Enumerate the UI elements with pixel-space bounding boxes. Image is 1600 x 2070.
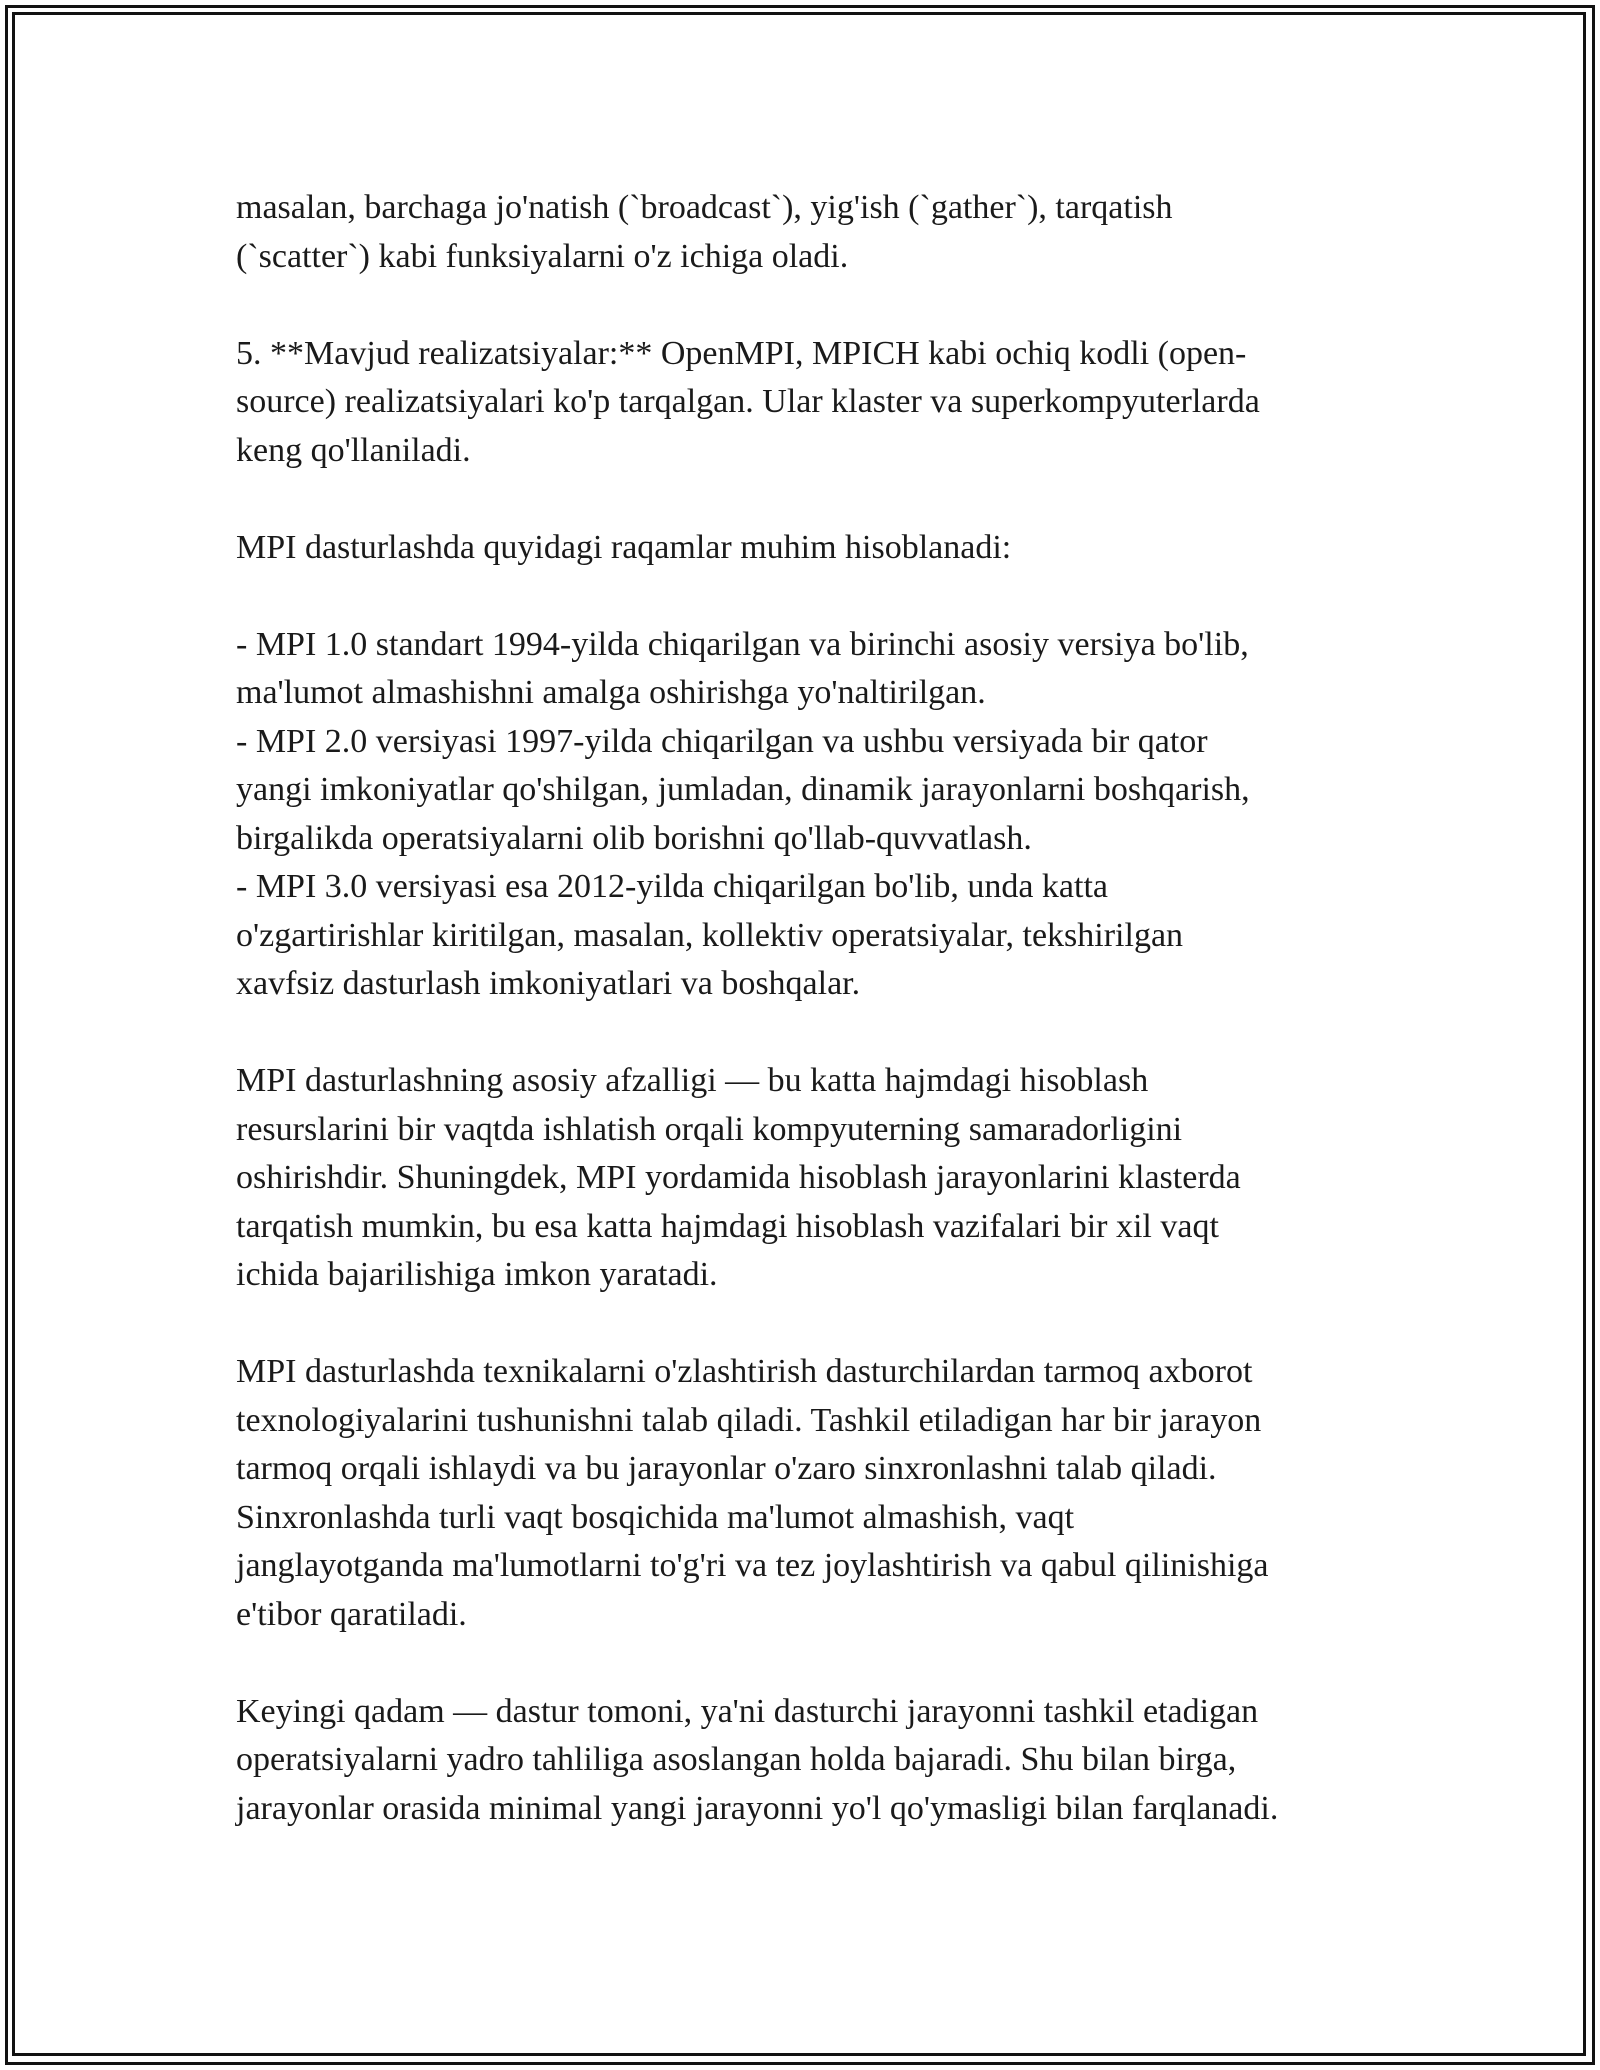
text-line: tarqatish mumkin, bu esa katta hajmdagi hisoblash vazifalari bir xil vaqt [236,1207,1219,1245]
paragraph-broadcast-functions [236,184,1376,281]
text-line: janglayotganda ma'lumotlarni to'g'ri va tez joylashtirish va qabul qilinishiga [236,1547,1269,1584]
text-line: source) realizatsiyalari ko'p tarqalgan. Ular klaster va superkompyuterlarda [236,383,1260,420]
text-line: xavfsiz dasturlash imkoniyatlari va boshqalar. [236,965,861,1002]
text-line: e'tibor qaratiladi. [236,1595,467,1633]
paragraph-synchronization [236,1348,1376,1639]
text-line: MPI dasturlashning asosiy afzalligi — bu katta hajmdagi hisoblash [236,1062,1149,1099]
paragraph-implementations [236,330,1376,476]
text-line: operatsiyalarni yadro tahliliga asoslangan holda bajaradi. Shu bilan birga, [236,1741,1237,1778]
text-line: birgalikda operatsiyalarni olib borishni qo'llab-quvvatlash. [236,819,1032,857]
text-line: oshirishdir. Shuningdek, MPI yordamida hisoblash jarayonlarini klasterda [236,1159,1241,1196]
text-line: masalan, barchaga jo'natish (`broadcast`), yig'ish (`gather`), tarqatish [236,189,1173,226]
paragraph-mpi-versions-list [236,621,1376,1009]
text-line: MPI dasturlashda quyidagi raqamlar muhim hisoblanadi: [236,528,1012,566]
document-body [236,184,1376,1882]
text-line: ichida bajarilishiga imkon yaratadi. [236,1256,718,1293]
paragraph-important-numbers-intro [236,524,1376,573]
paragraph-next-step [236,1688,1376,1834]
text-line: ma'lumot almashishni amalga oshirishga yo'naltirilgan. [236,674,986,711]
list-item-mpi-3: - MPI 3.0 versiyasi esa 2012-yilda chiqarilgan bo'lib, unda katta [236,868,1108,905]
text-line: (`scatter`) kabi funksiyalarni o'z ichiga oladi. [236,237,849,275]
text-line: texnologiyalarini tushunishni talab qiladi. Tashkil etiladigan har bir jarayon [236,1401,1262,1439]
text-line: Sinxronlashda turli vaqt bosqichida ma'lumot almashish, vaqt [236,1498,1075,1536]
text-line: jarayonlar orasida minimal yangi jarayonni yo'l qo'ymasligi bilan farqlanadi. [236,1789,1279,1827]
text-line: Keyingi qadam — dastur tomoni, ya'ni dasturchi jarayonni tashkil etadigan [236,1692,1259,1730]
text-line: MPI dasturlashda texnikalarni o'zlashtirish dasturchilardan tarmoq axborot [236,1353,1253,1390]
text-line: 5. **Mavjud realizatsiyalar:** OpenMPI, MPICH kabi ochiq kodli (open- [236,334,1247,372]
text-line: resurslarini bir vaqtda ishlatish orqali kompyuterning samaradorligini [236,1110,1183,1148]
text-line: o'zgartirishlar kiritilgan, masalan, kollektiv operatsiyalar, tekshirilgan [236,916,1184,954]
paragraph-advantages [236,1057,1376,1300]
text-line: keng qo'llaniladi. [236,431,471,469]
list-item-mpi-2: - MPI 2.0 versiyasi 1997-yilda chiqarilgan va ushbu versiyada bir qator [236,722,1208,760]
list-item-mpi-1: - MPI 1.0 standart 1994-yilda chiqarilgan va birinchi asosiy versiya bo'lib, [236,625,1249,663]
text-line: tarmoq orqali ishlaydi va bu jarayonlar o'zaro sinxronlashni talab qiladi. [236,1450,1217,1487]
text-line: yangi imkoniyatlar qo'shilgan, jumladan, dinamik jarayonlarni boshqarish, [236,771,1250,808]
